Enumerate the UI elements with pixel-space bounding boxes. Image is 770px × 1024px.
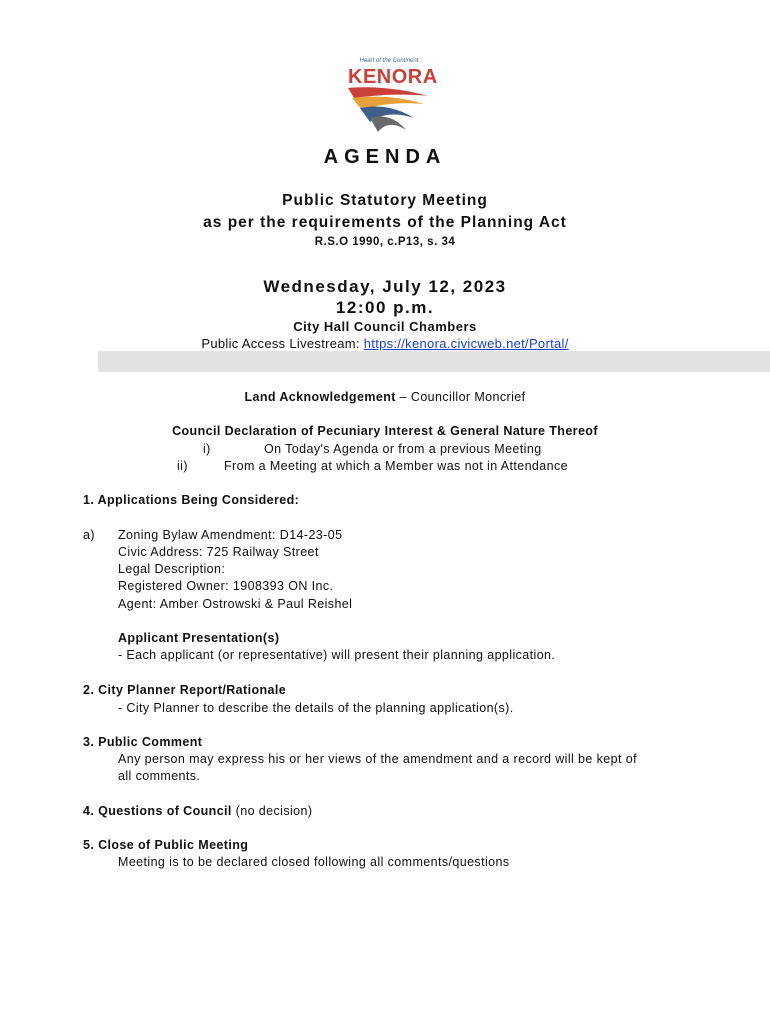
section-3-text: Any person may express his or her views of the amendment and a record will be kept of [118, 752, 637, 766]
section-5-text: Meeting is to be declared closed following all comments/questions [118, 855, 510, 869]
application-line: Zoning Bylaw Amendment: D14-23-05 [118, 528, 343, 542]
declaration-item-text: From a Meeting at which a Member was not in Attendance [224, 459, 568, 473]
logo-tagline: Heart of the Continent [359, 58, 419, 64]
kenora-logo [340, 58, 438, 136]
presentation-text: - Each applicant (or representative) will present their planning application. [118, 648, 556, 662]
land-acknowledgement [0, 390, 770, 404]
meeting-date: Wednesday, July 12, 2023 [263, 277, 507, 296]
section-2-heading: 2. City Planner Report/Rationale [83, 683, 287, 697]
statute-reference: R.S.O 1990, c.P13, s. 34 [314, 236, 456, 248]
livestream-link[interactable]: https://kenora.civicweb.net/Portal/ [363, 336, 569, 351]
presentation-heading: Applicant Presentation(s) [118, 631, 280, 645]
declaration-item-num: i) [203, 442, 211, 456]
livestream-label: Public Access Livestream: [201, 336, 364, 351]
section-4-heading: 4. Questions of Council [83, 804, 232, 818]
section-1-heading: 1. Applications Being Considered: [83, 493, 300, 507]
declaration-item-num: ii) [177, 459, 188, 473]
application-line: Registered Owner: 1908393 ON Inc. [118, 579, 334, 593]
declaration-item-text: On Today's Agenda or from a previous Meeting [264, 442, 542, 456]
livestream-line [0, 336, 770, 351]
section-4-note: (no decision) [231, 804, 313, 818]
meeting-type: Public Statutory Meeting [282, 192, 488, 209]
application-line: Civic Address: 725 Railway Street [118, 545, 319, 559]
declaration-heading: Council Declaration of Pecuniary Interest & General Nature Thereof [172, 424, 598, 438]
land-dash: – [395, 390, 411, 404]
section-3-text: all comments. [118, 769, 201, 783]
section-4 [83, 804, 312, 818]
planning-act-line: as per the requirements of the Planning Act [203, 214, 567, 231]
section-2-text: - City Planner to describe the details of the planning application(s). [118, 701, 514, 715]
divider-bar [98, 351, 770, 372]
section-3-heading: 3. Public Comment [83, 735, 203, 749]
section-5-heading: 5. Close of Public Meeting [83, 838, 249, 852]
agenda-title: AGENDA [323, 146, 447, 168]
meeting-venue: City Hall Council Chambers [293, 319, 477, 334]
item-a-label: a) [83, 528, 95, 542]
logo-swoosh-icon [340, 84, 435, 136]
application-line: Agent: Amber Ostrowski & Paul Reishel [118, 597, 353, 611]
meeting-time: 12:00 p.m. [335, 298, 435, 317]
land-acknowledgement-by: Councillor Moncrief [410, 390, 526, 404]
land-acknowledgement-label: Land Acknowledgement [244, 390, 396, 404]
logo-wordmark: KENORA [348, 66, 438, 88]
application-line: Legal Description: [118, 562, 226, 576]
